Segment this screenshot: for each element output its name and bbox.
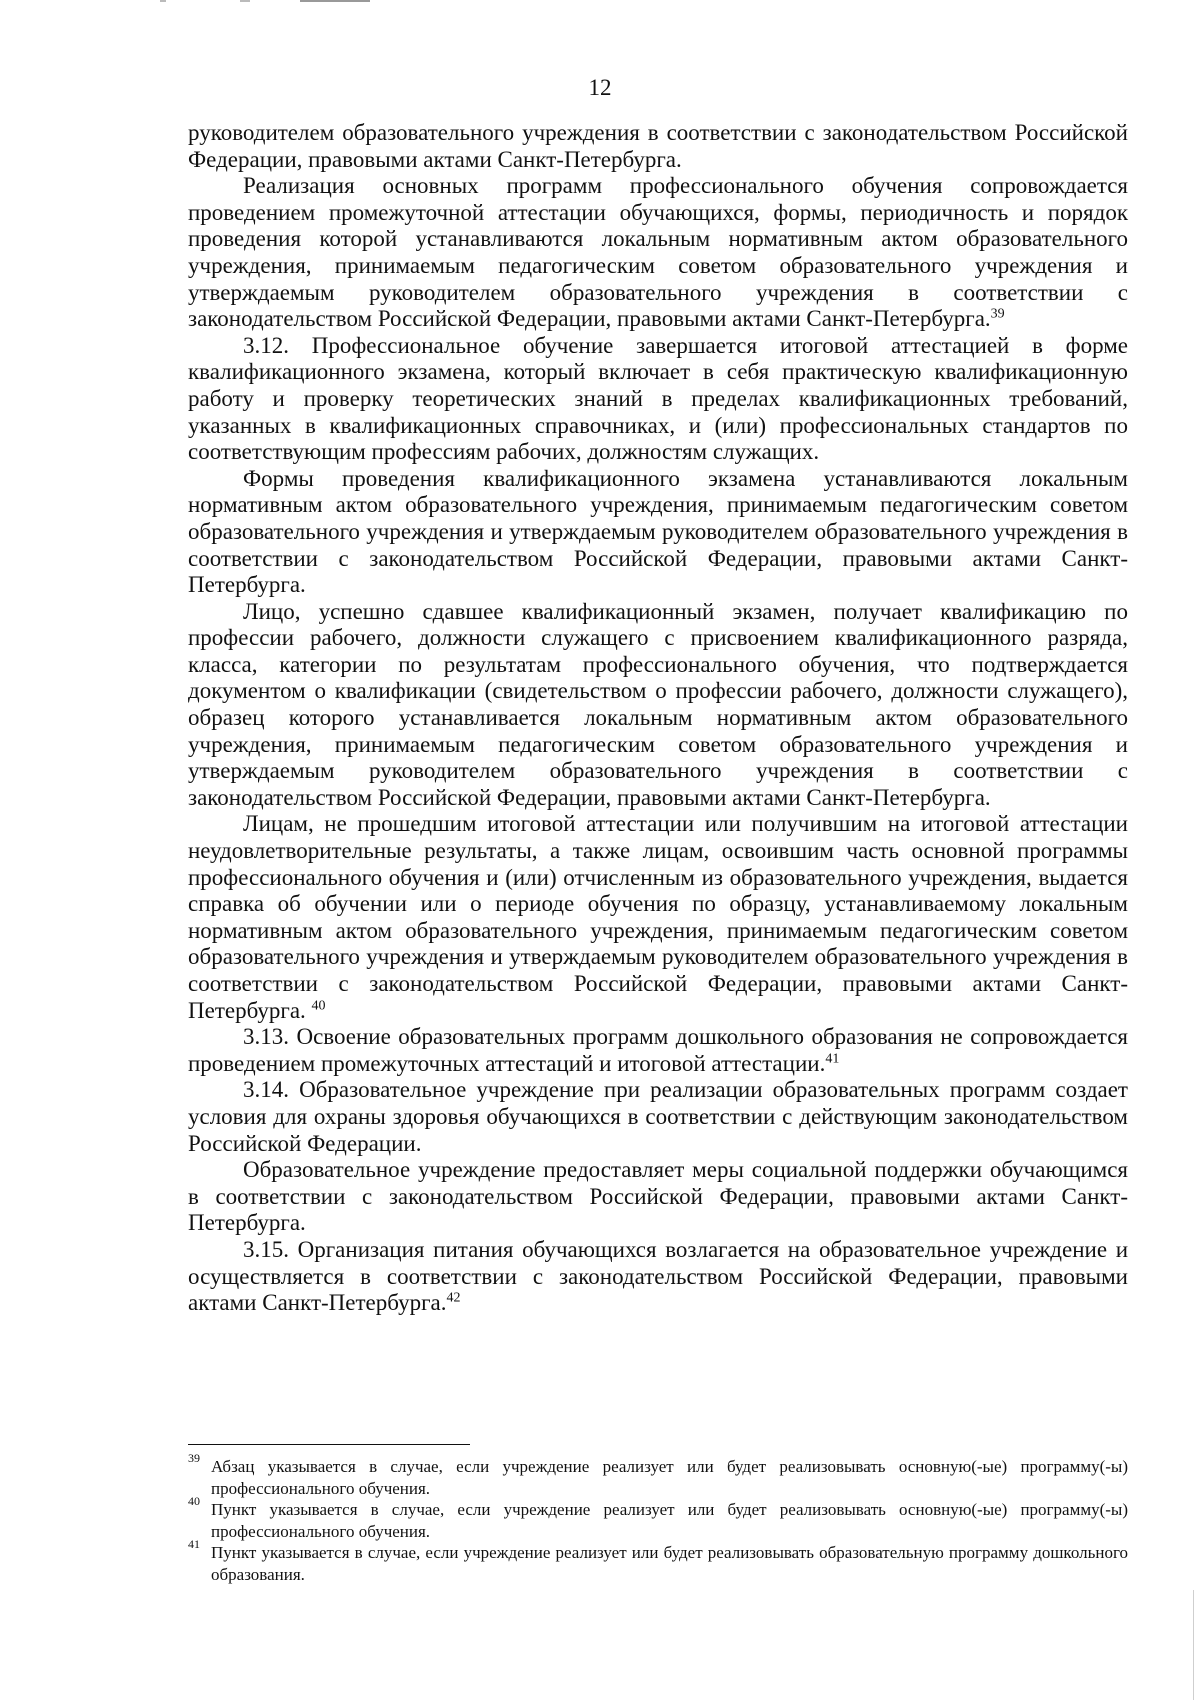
footnote-text: Пункт указывается в случае, если учреждение реализует или будет реализовывать образовательную программу дошкольного образования.	[211, 1543, 1128, 1584]
scan-artifact-edge	[1193, 1590, 1194, 1700]
paragraph: руководителем образовательного учреждения в соответствии с законодательством Российской Федерации, правовыми актами Санкт-Петербурга.	[188, 120, 1128, 172]
footnote-text: Пункт указывается в случае, если учреждение реализует или будет реализовывать основную(-ые) программу(-ы) профессионального обучения.	[211, 1500, 1128, 1541]
paragraph: 3.15. Организация питания обучающихся возлагается на образовательное учреждение и осуществляется в соответствии с законодательством Российской Федерации, правовыми актами Санкт-Петербурга.$^{42}$	[188, 1236, 1128, 1316]
paragraph: 3.12. Профессиональное обучение завершается итоговой аттестацией в форме квалификационного экзамена, который включает в себя практическую квалификационную работу и проверку теоретических знаний в пределах квалификационных требований, указанных в квалификационных справочниках, и (или) профессиональных стандартов по соответствующим профессиям рабочих, должностям служащих.	[188, 332, 1128, 465]
paragraph: Лицам, не прошедшим итоговой аттестации или получившим на итоговой аттестации неудовлетворительные результаты, а также лицам, освоившим часть основной программы профессионального обучения и (или) отчисленным из образовательного учреждения, выдается справка об обучении или о периоде обучения по образцу, устанавливаемому локальным нормативным актом образовательного учреждения, принимаемым педагогическим советом образовательного учреждения и утверждаемым руководителем образовательного учреждения в соответствии с законодательством Российской Федерации, правовыми актами Санкт-Петербурга. $^{40}$	[188, 811, 1128, 1023]
paragraph: Образовательное учреждение предоставляет меры социальной поддержки обучающимся в соответствии с законодательством Российской Федерации, правовыми актами Санкт-Петербурга.	[188, 1157, 1128, 1236]
footnote-mark: 39	[188, 1451, 200, 1465]
paragraph: 3.13. Освоение образовательных программ дошкольного образования не сопровождается проведением промежуточных аттестаций и итоговой аттестации.$^{41}$	[188, 1024, 1128, 1076]
footnote-ref[interactable]: 39	[990, 306, 1005, 322]
paragraph: Реализация основных программ профессионального обучения сопровождается проведением промежуточной аттестации обучающихся, формы, периодичность и порядок проведения которой устанавливаются локальным нормативным актом образовательного учреждения, принимаемым педагогическим советом образовательного учреждения и утверждаемым руководителем образовательного учреждения в соответствии с законодательством Российской Федерации, правовыми актами Санкт-Петербурга.$^{39}$	[188, 173, 1128, 332]
footnote-mark: 41	[188, 1537, 200, 1551]
footnote	[188, 1494, 1128, 1542]
paragraph: 3.14. Образовательное учреждение при реализации образовательных программ создает условия для охраны здоровья обучающихся в соответствии с действующим законодательством Российской Федерации.	[188, 1077, 1128, 1156]
footnote-text: Абзац указывается в случае, если учреждение реализует или будет реализовывать основную(-ые) программу(-ы) профессионального обучения.	[211, 1457, 1128, 1498]
footnote	[188, 1451, 1128, 1499]
page-number: 12	[588, 75, 612, 100]
footnotes	[188, 1451, 1128, 1585]
paragraph: Лицо, успешно сдавшее квалификационный экзамен, получает квалификацию по профессии рабочего, должности служащего с присвоением квалификационного разряда, класса, категории по результатам профессионального обучения, что подтверждается документом о квалификации (свидетельством о профессии рабочего, должности служащего), образец которого устанавливается локальным нормативным актом образовательного учреждения, принимаемым педагогическим советом образовательного учреждения и утверждаемым руководителем образовательного учреждения в соответствии с законодательством Российской Федерации, правовыми актами Санкт-Петербурга.	[188, 598, 1128, 810]
paragraph: Формы проведения квалификационного экзамена устанавливаются локальным нормативным актом образовательного учреждения, принимаемым педагогическим советом образовательного учреждения и утверждаемым руководителем образовательного учреждения в соответствии с законодательством Российской Федерации, правовыми актами Санкт-Петербурга.	[188, 465, 1128, 598]
footnote-ref[interactable]: 40	[311, 997, 326, 1013]
scan-artifact-top	[160, 0, 420, 2]
body-text	[188, 120, 1128, 1317]
footnote-ref[interactable]: 42	[446, 1290, 461, 1306]
footnote-mark: 40	[188, 1494, 200, 1508]
footnote	[188, 1537, 1128, 1585]
footnote-ref[interactable]: 41	[825, 1051, 840, 1067]
footnote-separator	[188, 1444, 470, 1445]
